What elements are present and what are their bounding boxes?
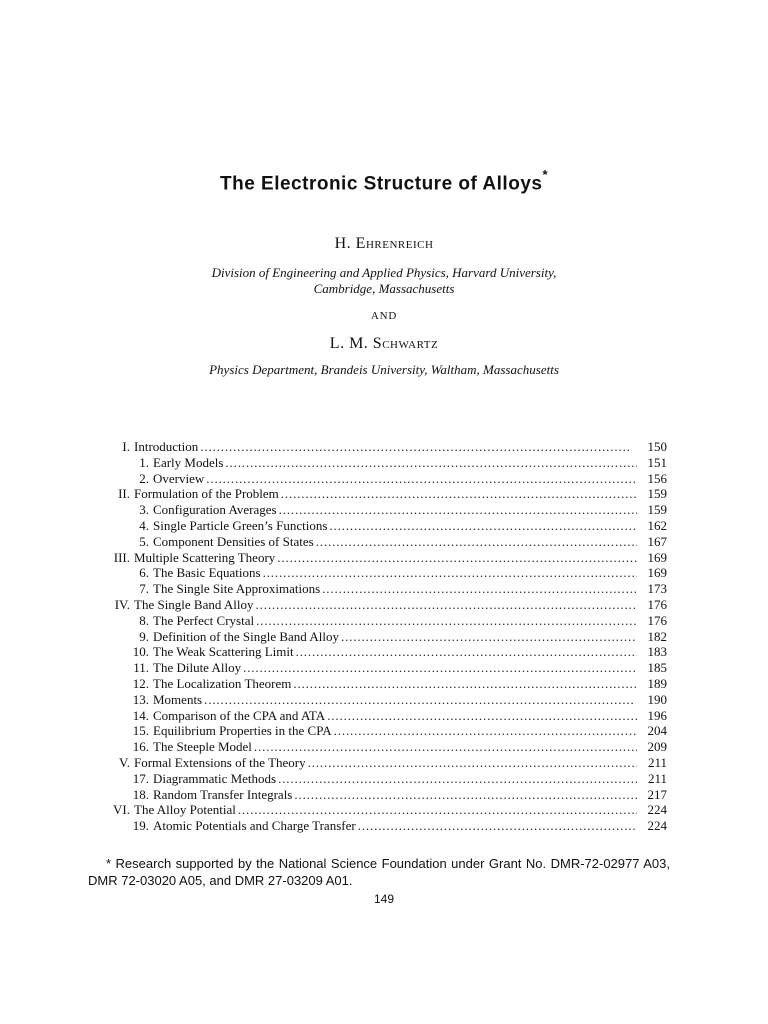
toc-entry-number: 3. [139, 502, 149, 518]
toc-subsection [100, 518, 667, 534]
toc-entry-page: 196 [647, 707, 667, 723]
toc-section [100, 597, 667, 613]
toc-section [100, 550, 667, 566]
author-1-initials: H. [334, 235, 356, 252]
toc-entry-page: 211 [647, 770, 667, 786]
toc-leader-dots [202, 692, 637, 708]
toc-subsection [100, 771, 667, 787]
toc-leader-dots [236, 802, 637, 818]
toc-entry-page: 151 [647, 454, 667, 470]
toc-leader-dots [325, 708, 637, 724]
title-footnote-mark: * [542, 167, 549, 182]
toc-entry-page: 204 [647, 723, 667, 739]
toc-entry-number: 5. [139, 533, 149, 549]
toc-entry-page: 150 [647, 439, 667, 454]
toc-entry-number: 19. [132, 818, 149, 834]
toc-leader-dots [276, 771, 637, 787]
toc-entry-page: 182 [647, 628, 667, 644]
toc-entry-title: Multiple Scattering Theory [134, 549, 276, 565]
toc-entry-number: 9. [139, 628, 149, 644]
toc-entry-title: The Basic Equations [153, 565, 261, 581]
toc-subsection [100, 565, 667, 581]
toc-subsection [100, 644, 667, 660]
author-2-initials: L. M. [329, 335, 373, 352]
toc-entry-number: 13. [132, 691, 149, 707]
toc-entry-page: 183 [647, 644, 667, 660]
toc-entry-title: The Alloy Potential [134, 802, 236, 818]
toc-entry-number: 11. [133, 660, 149, 676]
table-of-contents [100, 439, 667, 834]
toc-entry-title: Formulation of the Problem [134, 486, 279, 502]
toc-subsection [100, 534, 667, 550]
author-2 [0, 335, 768, 353]
toc-entry-page: 169 [647, 549, 667, 565]
toc-entry-page: 167 [647, 533, 667, 549]
author-1-affiliation-line: Division of Engineering and Applied Physics, Harvard University, [211, 265, 557, 280]
toc-section [100, 486, 667, 502]
toc-entry-title: Component Densities of States [153, 533, 314, 549]
toc-entry-page: 159 [647, 502, 667, 518]
toc-entry-number: 18. [132, 786, 149, 802]
toc-section [100, 755, 667, 771]
toc-subsection [100, 723, 667, 739]
toc-entry-title: Moments [153, 691, 203, 707]
toc-entry-page: 224 [647, 818, 667, 834]
toc-entry-number: I. [122, 439, 130, 454]
toc-entry-number: 12. [132, 675, 149, 691]
author-2-surname: Schwartz [372, 335, 439, 352]
toc-entry-number: 7. [139, 581, 149, 597]
toc-entry-number: 16. [132, 739, 149, 755]
toc-entry-number: 4. [139, 517, 149, 533]
author-1-affiliation [0, 265, 768, 297]
toc-entry-number: 2. [139, 470, 149, 486]
toc-subsection [100, 692, 667, 708]
toc-entry-title: The Weak Scattering Limit [153, 644, 294, 660]
author-1 [0, 235, 768, 253]
toc-entry-page: 224 [647, 802, 667, 818]
toc-entry-number: VI. [113, 802, 130, 818]
toc-entry-page: 162 [647, 517, 667, 533]
toc-entry-title: Formal Extensions of the Theory [134, 754, 306, 770]
toc-leader-dots [314, 534, 637, 550]
toc-entry-page: 176 [647, 612, 667, 628]
toc-entry-number: 15. [132, 723, 149, 739]
toc-leader-dots [339, 629, 637, 645]
toc-subsection [100, 787, 667, 803]
toc-entry-page: 159 [647, 486, 667, 502]
toc-entry-page: 176 [647, 596, 667, 612]
toc-entry-page: 185 [647, 660, 667, 676]
toc-entry-page: 190 [647, 691, 667, 707]
title-footnote: * Research supported by the National Science Foundation under Grant No. DMR-72-02977 A03, DMR 72-03020 A05, and DMR 27-03209 A01. [88, 856, 670, 888]
paper-title-text: The Electronic Structure of Alloys [219, 173, 543, 195]
toc-entry-title: Overview [153, 470, 205, 486]
toc-entry-title: Single Particle Green’s Functions [153, 517, 328, 533]
toc-entry-page: 209 [647, 739, 667, 755]
toc-leader-dots [306, 755, 637, 771]
toc-entry-title: The Single Band Alloy [134, 596, 254, 612]
toc-leader-dots [320, 581, 637, 597]
toc-subsection [100, 629, 667, 645]
toc-entry-page: 189 [647, 675, 667, 691]
toc-entry-title: Early Models [153, 454, 224, 470]
toc-entry-title: Comparison of the CPA and ATA [153, 707, 326, 723]
author-1-affiliation-line: Cambridge, Massachusetts [313, 281, 455, 296]
toc-entry-title: The Steeple Model [153, 739, 252, 755]
toc-leader-dots [332, 723, 637, 739]
toc-entry-title: Configuration Averages [153, 502, 277, 518]
toc-entry-number: 14. [132, 707, 149, 723]
toc-subsection [100, 676, 667, 692]
toc-leader-dots [261, 565, 637, 581]
toc-subsection [100, 502, 667, 518]
toc-entry-number: V. [119, 754, 130, 770]
toc-subsection [100, 818, 667, 834]
author-conjunction: AND [370, 310, 398, 322]
toc-entry-title: Definition of the Single Band Alloy [153, 628, 339, 644]
toc-leader-dots [252, 739, 637, 755]
toc-subsection [100, 739, 667, 755]
toc-leader-dots [356, 818, 637, 834]
toc-entry-number: 1. [139, 454, 149, 470]
toc-leader-dots [292, 787, 637, 803]
toc-leader-dots [327, 518, 637, 534]
toc-subsection [100, 660, 667, 676]
toc-entry-title: The Perfect Crystal [153, 612, 255, 628]
toc-entry-number: III. [113, 549, 130, 565]
toc-subsection [100, 471, 667, 487]
toc-entry-title: The Dilute Alloy [153, 660, 242, 676]
toc-entry-page: 173 [647, 581, 667, 597]
toc-entry-title: Atomic Potentials and Charge Transfer [153, 818, 356, 834]
toc-subsection [100, 613, 667, 629]
toc-entry-title: Diagrammatic Methods [153, 770, 277, 786]
toc-entry-title: The Localization Theorem [153, 675, 292, 691]
toc-leader-dots [241, 660, 637, 676]
toc-entry-number: 8. [139, 612, 149, 628]
toc-leader-dots [254, 613, 637, 629]
toc-entry-page: 211 [647, 754, 667, 770]
toc-entry-number: II. [118, 486, 130, 502]
toc-entry-title: Random Transfer Integrals [153, 786, 293, 802]
toc-entry-title: The Single Site Approximations [153, 581, 321, 597]
toc-leader-dots [279, 486, 637, 502]
toc-entry-page: 169 [647, 565, 667, 581]
toc-entry-title: Equilibrium Properties in the CPA [153, 723, 332, 739]
author-2-affiliation-line: Physics Department, Brandeis University, Waltham, Massachusetts [209, 362, 559, 377]
toc-leader-dots [275, 550, 637, 566]
toc-leader-dots [198, 439, 637, 455]
toc-entry-number: IV. [114, 596, 130, 612]
toc-subsection [100, 455, 667, 471]
paper-title [0, 167, 768, 195]
toc-entry-title: Introduction [134, 439, 199, 454]
toc-section [100, 802, 667, 818]
toc-leader-dots [291, 676, 637, 692]
toc-entry-page: 156 [647, 470, 667, 486]
page-number: 149 [373, 892, 395, 906]
toc-subsection [100, 581, 667, 597]
toc-leader-dots [204, 471, 637, 487]
author-2-affiliation [0, 362, 768, 378]
toc-entry-number: 17. [132, 770, 149, 786]
toc-leader-dots [254, 597, 637, 613]
toc-section [100, 439, 667, 455]
toc-subsection [100, 708, 667, 724]
author-1-surname: Ehrenreich [355, 235, 434, 252]
toc-entry-number: 6. [139, 565, 149, 581]
toc-leader-dots [223, 455, 637, 471]
toc-leader-dots [294, 644, 637, 660]
toc-entry-number: 10. [132, 644, 149, 660]
toc-leader-dots [277, 502, 637, 518]
toc-entry-page: 217 [647, 786, 667, 802]
